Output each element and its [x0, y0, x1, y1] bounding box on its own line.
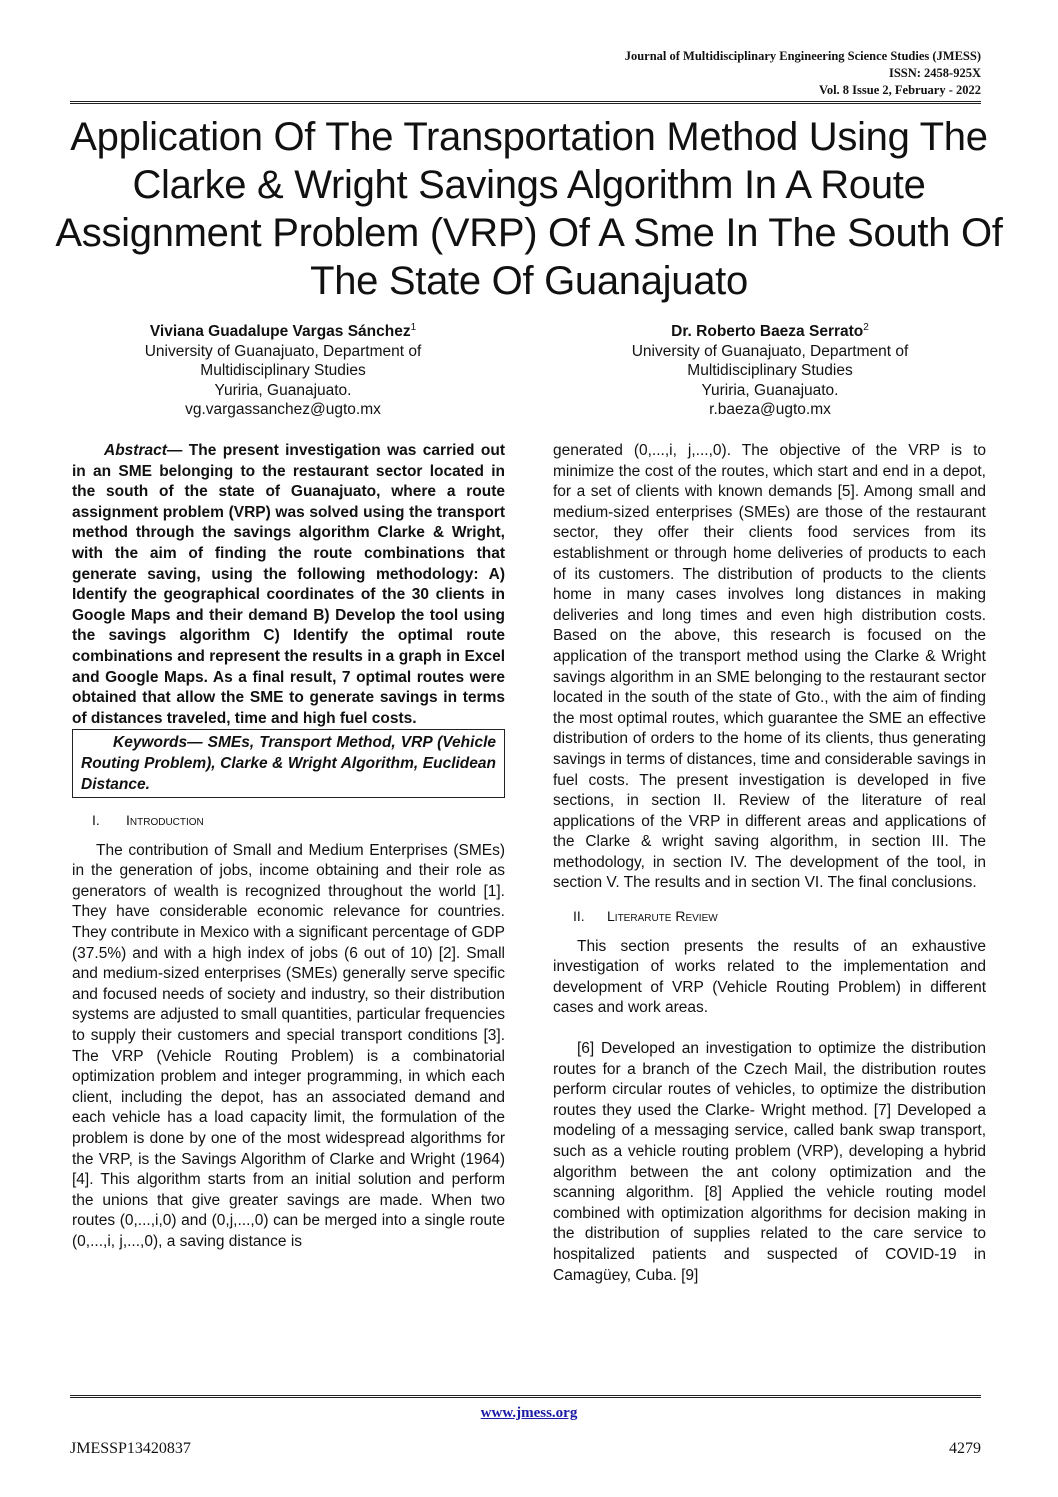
- author-2-email: r.baeza@ugto.mx: [709, 401, 831, 419]
- journal-volume: Vol. 8 Issue 2, February - 2022: [818, 83, 981, 97]
- paper-title: Application Of The Transportation Method Using The Clarke & Wright Savings Algorithm In A Route Assignment Problem (VRP) Of A Sme In The South Of The State Of Guanajuato: [55, 115, 1003, 303]
- review-paragraph-2: [6] Developed an investigation to optimize the distribution routes for a branch of the Czech Mail, the distribution routes perform circular routes of vehicles, to optimize the distribution routes they used the Clarke- Wright method. [7] Developed a modeling of a messaging service, called bank swap transport, such as a vehicle routing problem (VRP), developing a hybrid algorithm between the ant colony optimization and the scanning algorithm. [8] Applied the vehicle routing model combined with optimization algorithms for decision making in the distribution of supplies related to the care service to hospitalized patients and suspected of COVID-19 in Camagüey, Cuba. [9]: [553, 1040, 986, 1284]
- author-1-location: Yuriria, Guanajuato.: [214, 381, 352, 399]
- paper-id: JMESSP13420837: [70, 1440, 191, 1457]
- author-2-name: Dr. Roberto Baeza Serrato: [671, 323, 864, 341]
- author-1-name: Viviana Guadalupe Vargas Sánchez: [149, 323, 411, 341]
- author-2-affiliation: University of Guanajuato, Department of Multidisciplinary Studies: [631, 342, 909, 380]
- author-2: [560, 318, 980, 420]
- abstract: [72, 441, 505, 729]
- journal-website-link[interactable]: www.jmess.org: [480, 1405, 578, 1421]
- section-heading-intro: [72, 810, 505, 831]
- author-2-location: Yuriria, Guanajuato.: [701, 381, 839, 399]
- abstract-text: The present investigation was carried out in an SME belonging to the restaurant sector located in the south of the state of Guanajuato, where a route assignment problem (VRP) was solved using the transport method through the savings algorithm Clarke & Wright, with the aim of finding the route combinations that generate saving, using the following methodology: A) Identify the geographical coordinates of the 30 clients in Google Maps and their demand B) Develop the tool using the savings algorithm C) Identify the optimal route combinations and represent the results in a graph in Excel and Google Maps. As a final result, 7 optimal routes were obtained that allow the SME to generate savings in terms of distances traveled, time and high fuel costs.: [72, 442, 505, 727]
- author-2-sup: 2: [863, 322, 869, 333]
- section-title: Literarute Review: [607, 908, 718, 925]
- journal-issn: ISSN: 2458-925X: [888, 66, 981, 80]
- section-title: Introduction: [126, 812, 204, 829]
- author-1-sup: 1: [410, 322, 417, 333]
- journal-header: [625, 48, 981, 99]
- review-paragraph-1: This section presents the results of an exhaustive investigation of works related to the implementation and development of VRP (Vehicle Routing Problem) in different cases and work areas.: [553, 937, 986, 1017]
- footer-rule: [70, 1395, 981, 1398]
- section-heading-review: [553, 906, 986, 927]
- author-1-affiliation: University of Guanajuato, Department of Multidisciplinary Studies: [144, 342, 422, 380]
- author-1: [73, 318, 493, 420]
- keywords-text: SMEs, Transport Method, VRP (Vehicle Routing Problem), Clarke & Wright Algorithm, Euclidean Distance.: [81, 734, 496, 793]
- journal-name: Journal of Multidisciplinary Engineering Science Studies (JMESS): [624, 49, 981, 63]
- author-1-email: vg.vargassanchez@ugto.mx: [185, 401, 381, 419]
- left-column: [72, 441, 505, 1253]
- keywords-box: [72, 729, 505, 798]
- page-number: 4279: [949, 1440, 981, 1457]
- intro-continued-paragraph: generated (0,...,i, j,...,0). The objective of the VRP is to minimize the cost of the routes, which start and end in a depot, for a set of clients with known demands [5]. Among small and medium-sized enterprises (SMEs) are those of the restaurant sector, they offer their clients food services from its establishment or through home deliveries of products to each of its customers. The distribution of products to the clients home in many cases involves long distances in making deliveries and long times and even high distribution costs. Based on the above, this research is focused on the application of the transport method using the Clarke & Wright savings algorithm in an SME belonging to the restaurant sector located in the south of the state of Gto., with the aim of finding the most optimal routes, which guarantee the SME an effective distribution of orders to the home of its clients, thus generating savings in terms of distances, time and considerable savings in fuel costs. The present investigation is developed in five sections, in section II. Review of the literature of real applications of the VRP in different areas and applications of the Clarke & wright saving algorithm, in section III. The methodology, in section IV. The development of the tool, in section V. The results and in section VI. The final conclusions.: [553, 442, 986, 892]
- section-number: II.: [573, 908, 585, 925]
- intro-paragraph: The contribution of Small and Medium Enterprises (SMEs) in the generation of jobs, income obtaining and their role as generators of wealth is recognized throughout the world [1]. They have considerable economic relevance for countries. They contribute in Mexico with a significant percentage of GDP (37.5%) and with a high index of jobs (6 out of 10) [2]. Small and medium-sized enterprises (SMEs) generally serve specific and focused needs of society and industry, so their distribution systems are adjusted to small quantities, particular frequencies to supply their customers and special transport conditions [3]. The VRP (Vehicle Routing Problem) is a combinatorial optimization problem and integer programming, in which each client, including the depot, has an associated demand and each vehicle has a load capacity limit, the formulation of the problem is done by one of the most widespread algorithms for the VRP, is the Savings Algorithm of Clarke and Wright (1964) [4]. This algorithm starts from an initial solution and perform the unions that give greater savings are made. When two routes (0,...,i,0) and (0,j,...,0) can be merged into a single route (0,...,i, j,...,0), a saving distance is: [72, 841, 505, 1250]
- right-column: [553, 441, 986, 1286]
- abstract-label: Abstract—: [104, 442, 183, 459]
- section-number: I.: [92, 812, 100, 829]
- header-rule: [70, 101, 981, 104]
- keywords-label: Keywords—: [113, 734, 203, 752]
